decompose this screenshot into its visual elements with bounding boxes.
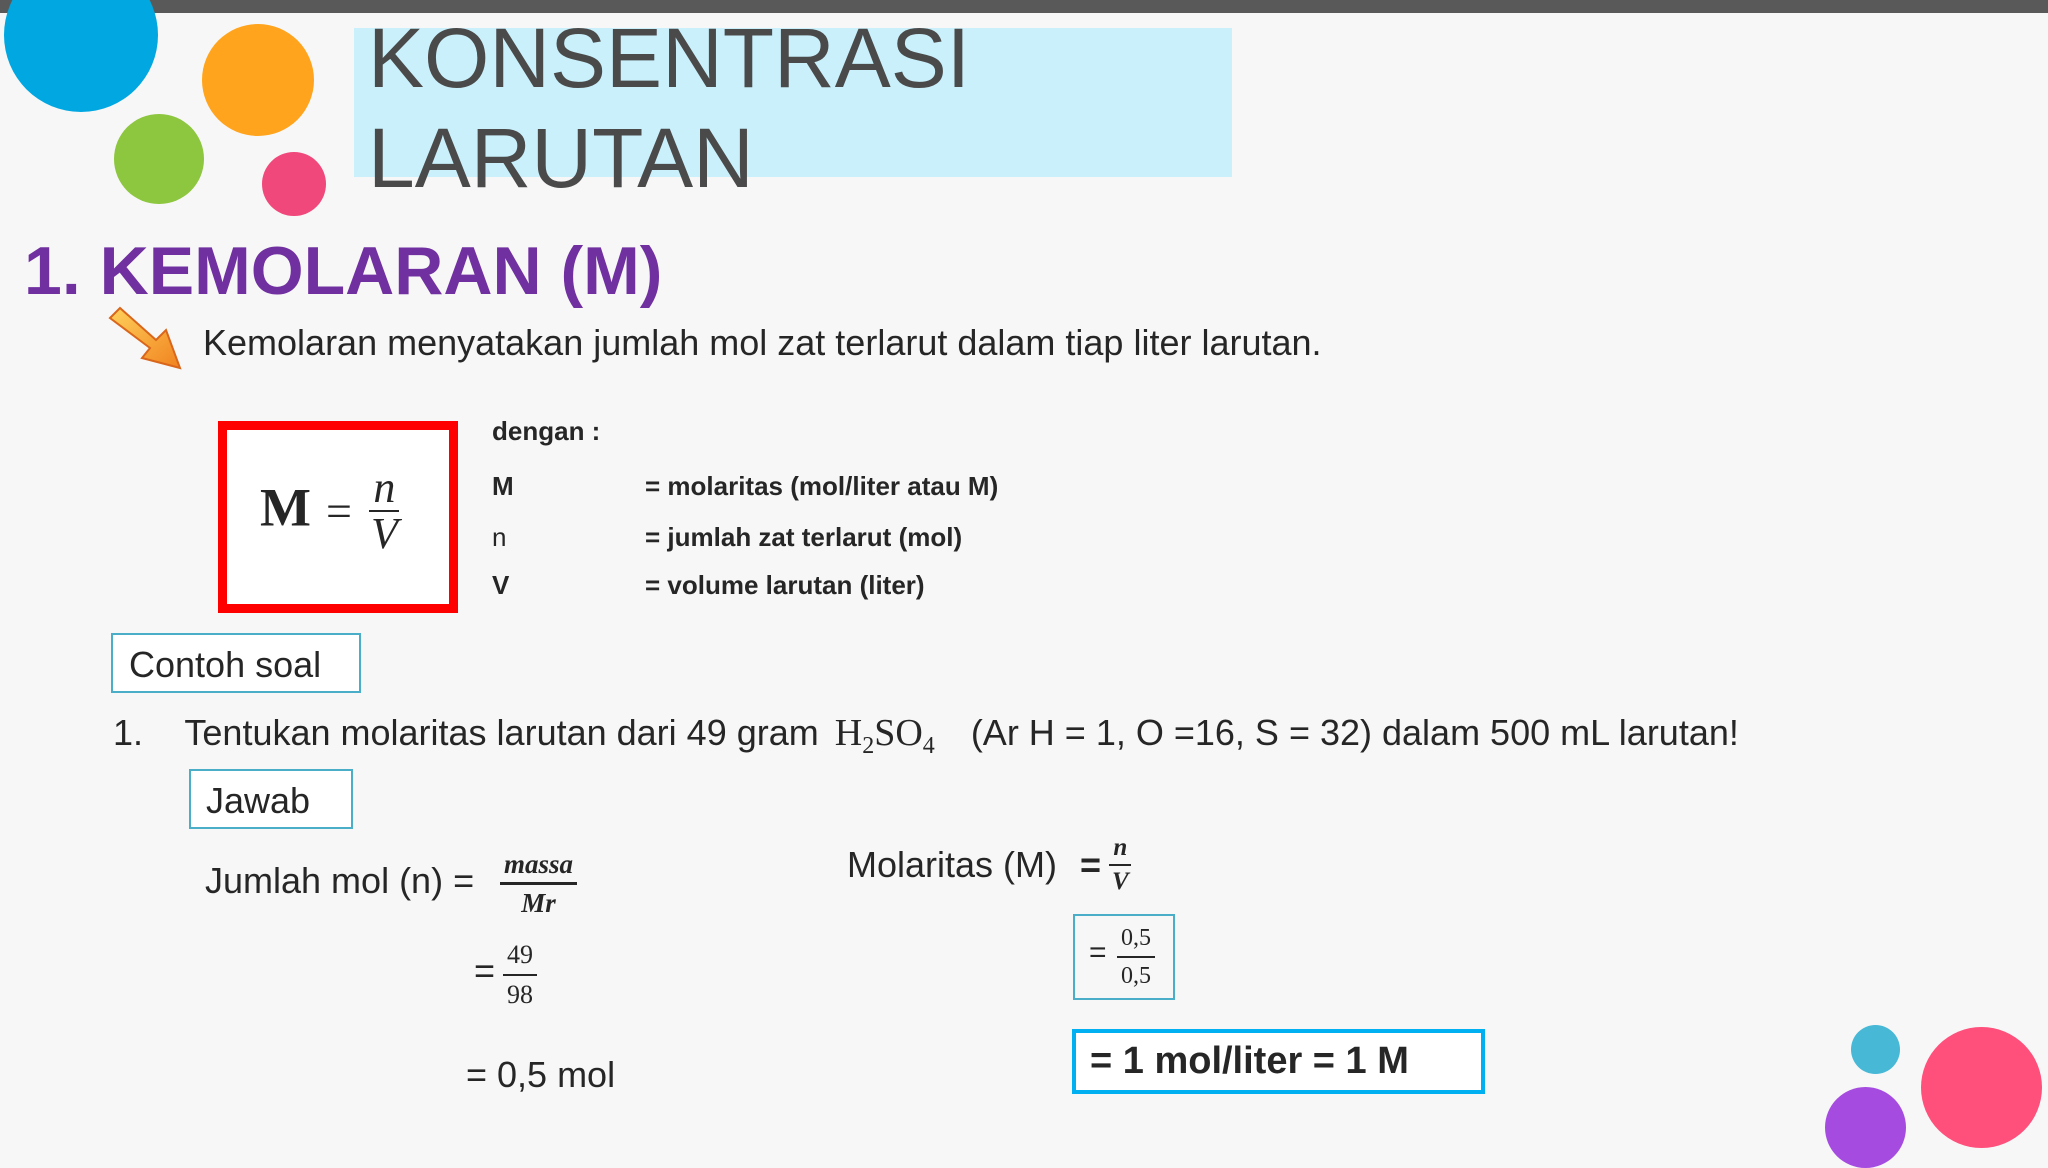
molarity-frac-num: n	[1109, 832, 1131, 866]
legend-desc-V: = volume larutan (liter)	[645, 570, 925, 600]
chem-so: SO	[874, 712, 923, 754]
chem-h: H	[834, 712, 863, 754]
molarity-label: Molaritas (M)	[847, 844, 1058, 885]
question-number: 1.	[113, 712, 144, 753]
top-bar	[0, 0, 2048, 13]
title-line-1: KONSENTRASI	[368, 11, 971, 105]
question-after: (Ar H = 1, O =16, S = 32) dalam 500 mL larutan!	[970, 712, 1739, 753]
slide-title	[368, 8, 970, 208]
mol-fraction	[500, 846, 577, 921]
legend-intro: dengan :	[492, 416, 601, 446]
question-before: Tentukan molaritas larutan dari 49 gram	[184, 712, 819, 753]
molarity-eq: =	[1080, 844, 1102, 885]
mol-step2-num: 49	[503, 936, 537, 976]
mol-step2-den: 98	[507, 980, 533, 1009]
decor-circle-teal	[1851, 1025, 1900, 1074]
mol-label: Jumlah mol (n) =	[205, 860, 475, 901]
legend-sym-n: n	[492, 522, 507, 552]
molarity-formula	[260, 463, 402, 558]
molarity-fraction	[1108, 832, 1133, 898]
molarity-step2-fraction	[1117, 920, 1155, 994]
mol-step2-fraction	[503, 936, 537, 1014]
legend-sym-M: M	[492, 471, 514, 501]
formula-lhs: M	[260, 477, 311, 538]
chem-h-sub: 2	[862, 733, 875, 759]
molarity-step2-box	[1073, 914, 1175, 1000]
formula-eq: =	[325, 485, 352, 537]
decor-circle-orange	[202, 24, 314, 136]
legend-desc-n: = jumlah zat terlarut (mol)	[645, 522, 963, 552]
answer-label: Jawab	[189, 769, 353, 829]
definition-text: Kemolaran menyatakan jumlah mol zat terlarut dalam tiap liter larutan.	[203, 322, 1322, 363]
legend-desc-M: = molaritas (mol/liter atau M)	[645, 471, 999, 501]
decor-circle-purple	[1825, 1087, 1906, 1168]
decor-circle-blue	[4, 0, 158, 112]
chem-o-sub: 4	[922, 733, 935, 759]
decor-circle-pink	[262, 152, 326, 216]
formula-box	[218, 421, 458, 613]
formula-num: n	[369, 466, 399, 512]
decor-circle-red	[1921, 1027, 2042, 1148]
chem-formula	[834, 712, 935, 759]
orange-arrow-icon	[104, 302, 186, 372]
mol-frac-den: Mr	[521, 888, 556, 918]
molarity-step2-den: 0,5	[1121, 963, 1151, 989]
formula-den: V	[370, 509, 398, 558]
formula-fraction	[367, 463, 402, 558]
molarity-frac-den: V	[1112, 868, 1129, 895]
title-line-2: LARUTAN	[368, 111, 754, 205]
section-heading: 1. KEMOLARAN (M)	[24, 233, 663, 309]
example-label: Contoh soal	[111, 633, 361, 693]
final-result: = 1 mol/liter = 1 M	[1072, 1029, 1485, 1094]
mol-frac-num: massa	[500, 846, 577, 885]
legend-sym-V: V	[492, 570, 510, 600]
molarity-step2-num: 0,5	[1117, 920, 1155, 958]
molarity-step2-eq: =	[1089, 936, 1107, 969]
question-1	[113, 711, 1739, 760]
mol-result: = 0,5 mol	[466, 1054, 616, 1095]
mol-step2-eq: =	[474, 950, 496, 991]
decor-circle-green	[114, 114, 204, 204]
